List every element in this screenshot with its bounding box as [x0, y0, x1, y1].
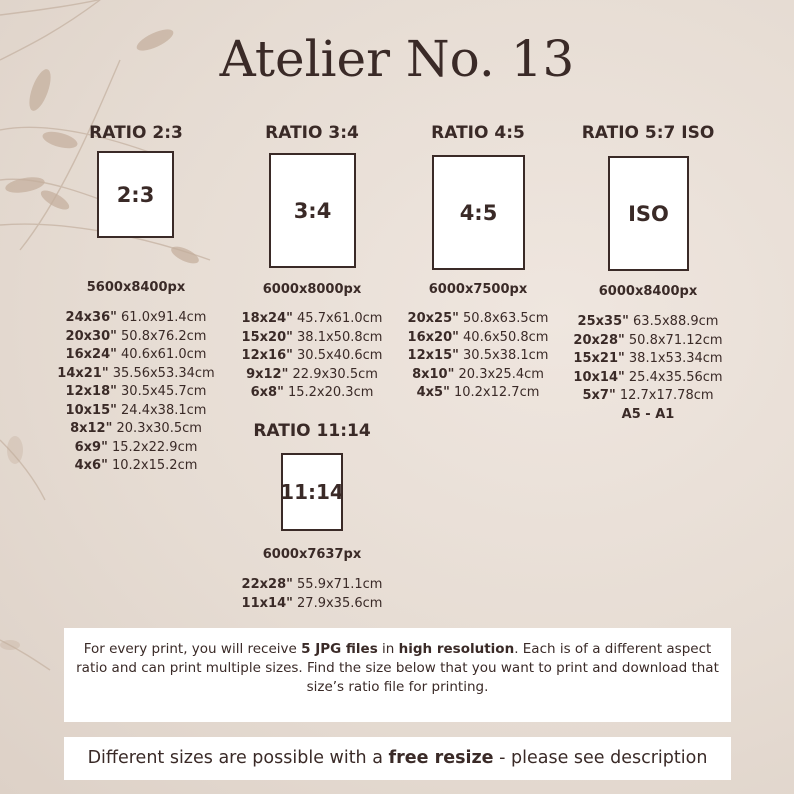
info-bold-files: 5 JPG files: [301, 641, 378, 657]
size-row: 6x9" 15.2x22.9cm: [74, 439, 198, 455]
iso-paper-range: A5 - A1: [621, 406, 675, 422]
size-row: 12x15" 30.5x38.1cm: [407, 348, 549, 363]
size-row: 16x24" 40.6x61.0cm: [65, 347, 207, 362]
size-row: 10x15" 24.4x38.1cm: [65, 402, 207, 418]
size-row: 10x14" 25.4x35.56cm: [573, 369, 723, 385]
ratio-title: RATIO 4:5: [431, 123, 525, 143]
size-row: 4x6" 10.2x15.2cm: [74, 458, 198, 473]
ratio-frame: ISO: [608, 156, 689, 271]
info-text-1: For every print, you will receive: [83, 641, 302, 657]
size-row: 22x28" 55.9x71.1cm: [241, 577, 383, 592]
ratio-frame: 3:4: [269, 153, 356, 268]
info-box: [64, 628, 731, 722]
size-list: [212, 576, 412, 613]
size-row: 14x21" 35.56x53.34cm: [57, 365, 215, 381]
ratio-title: RATIO 11:14: [253, 421, 371, 441]
resize-text-1: Different sizes are possible with a: [87, 748, 389, 768]
size-row: 20x25" 50.8x63.5cm: [407, 311, 549, 326]
size-row: 8x10" 20.3x25.4cm: [412, 366, 544, 382]
size-list: [36, 309, 236, 476]
size-row: 6x8" 15.2x20.3cm: [250, 385, 374, 400]
ratio-frame: 4:5: [432, 155, 525, 270]
ratio-title: RATIO 5:7 ISO: [581, 123, 715, 143]
pixel-dimensions: 6000x8400px: [598, 284, 698, 299]
size-row: 8x12" 20.3x30.5cm: [70, 421, 202, 436]
size-row: 15x20" 38.1x50.8cm: [241, 329, 383, 345]
pixel-dimensions: 6000x7500px: [428, 282, 528, 297]
resize-box: [64, 737, 731, 780]
info-text-2: in: [377, 641, 399, 657]
ratio-frame: 11:14: [281, 453, 343, 531]
size-row: 4x5" 10.2x12.7cm: [416, 385, 540, 400]
size-row: 20x30" 50.8x76.2cm: [65, 328, 207, 344]
resize-bold: free resize: [388, 748, 494, 768]
size-row: 5x7" 12.7x17.78cm: [582, 388, 714, 403]
size-row: 20x28" 50.8x71.12cm: [573, 332, 723, 348]
ratio-title: RATIO 3:4: [265, 123, 359, 143]
size-row: 12x16" 30.5x40.6cm: [241, 348, 383, 363]
size-row: 15x21" 38.1x53.34cm: [573, 351, 723, 366]
pixel-dimensions: 6000x7637px: [262, 547, 362, 562]
size-row: 18x24" 45.7x61.0cm: [241, 311, 383, 326]
resize-text-2: - please see description: [493, 748, 708, 768]
size-row: 12x18" 30.5x45.7cm: [65, 384, 207, 399]
ratio-title: RATIO 2:3: [89, 123, 183, 143]
size-list: [548, 313, 748, 424]
info-bold-resolution: high resolution: [398, 641, 515, 657]
info-text-3: . Each is of a different aspect ratio and can print multiple sizes. Find the size below that you want to print and download that size’s ratio file for printing.: [76, 641, 719, 695]
size-row: 9x12" 22.9x30.5cm: [246, 366, 378, 382]
ratio-frame: 2:3: [97, 151, 174, 238]
pixel-dimensions: 6000x8000px: [262, 282, 362, 297]
size-row: 25x35" 63.5x88.9cm: [577, 314, 719, 329]
pixel-dimensions: 5600x8400px: [86, 280, 186, 295]
size-row: 11x14" 27.9x35.6cm: [241, 595, 383, 611]
size-row: 24x36" 61.0x91.4cm: [65, 310, 207, 325]
page-title: Atelier No. 13: [219, 30, 575, 88]
size-row: 16x20" 40.6x50.8cm: [407, 329, 549, 345]
